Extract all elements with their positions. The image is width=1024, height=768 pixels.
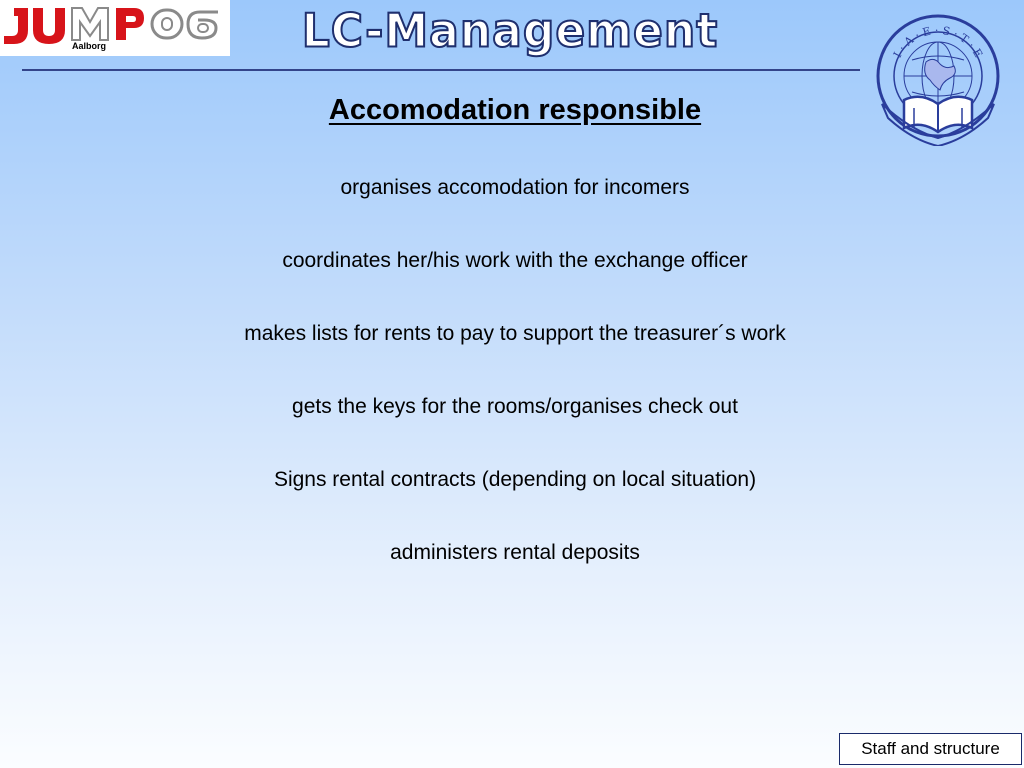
- emblem-lettering: I · A · E · S · T · E: [890, 23, 986, 60]
- list-item: gets the keys for the rooms/organises check out: [292, 395, 738, 418]
- list-item: Signs rental contracts (depending on local situation): [273, 468, 757, 491]
- responsibility-list: [0, 172, 1024, 610]
- footer-section-label: Staff and structure: [839, 733, 1022, 765]
- list-item: coordinates her/his work with the exchange officer: [282, 249, 748, 272]
- list-item: administers rental deposits: [390, 541, 640, 564]
- header-divider: [22, 69, 860, 71]
- jump06-logo: [0, 0, 230, 56]
- jump06-logo-graphic: [0, 0, 230, 56]
- list-item: organises accomodation for incomers: [340, 176, 690, 199]
- list-item: makes lists for rents to pay to support the treasurer´s work: [244, 322, 786, 345]
- logo-city-text: Aalborg: [72, 41, 107, 51]
- header-title: LC-Management: [301, 4, 719, 59]
- slide-heading: Accomodation responsible: [328, 94, 702, 126]
